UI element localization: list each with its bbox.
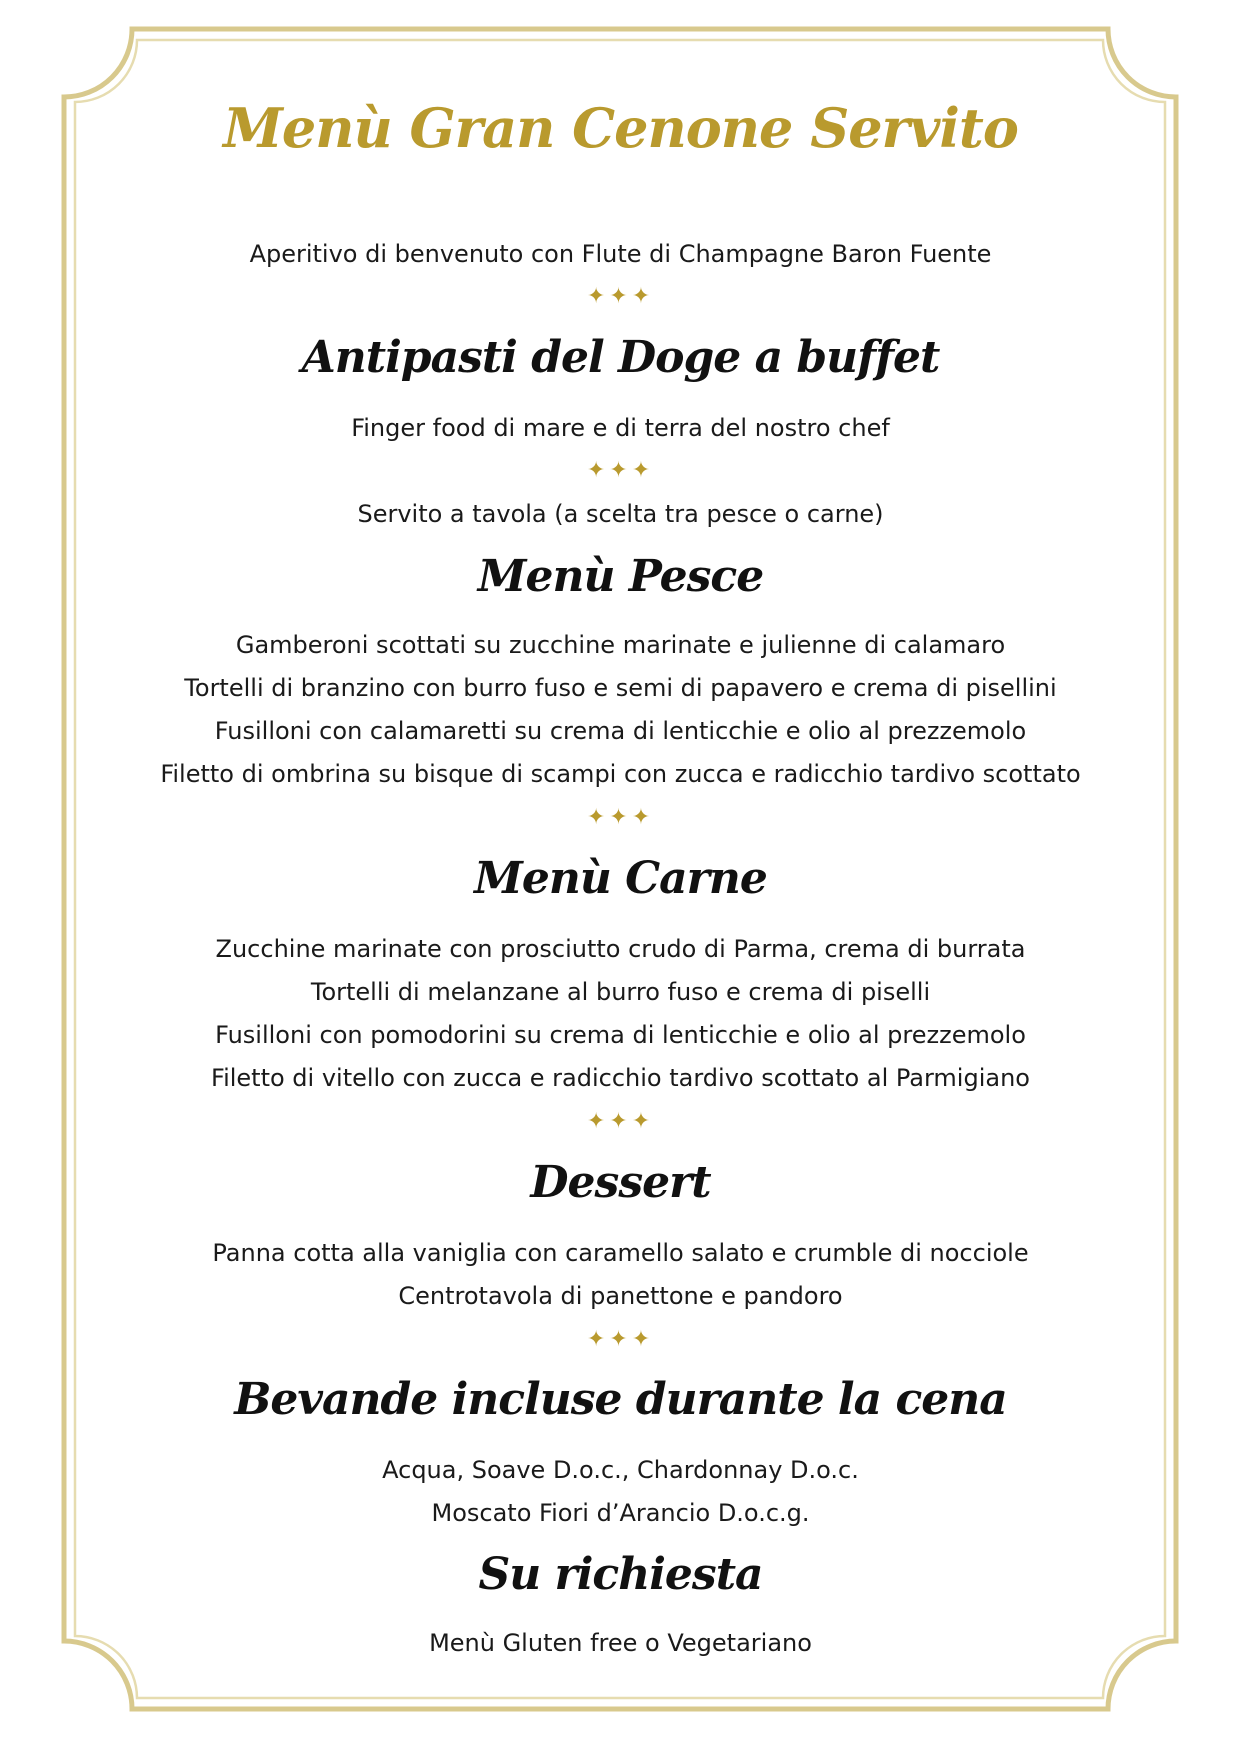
carne-item: Tortelli di melanzane al burro fuso e crema di piselli bbox=[310, 978, 931, 1006]
served-note: Servito a tavola (a scelta tra pesce o carne) bbox=[357, 500, 884, 528]
pesce-item: Gamberoni scottati su zucchine marinate e julienne di calamaro bbox=[235, 631, 1006, 659]
richiesta-heading: Su richiesta bbox=[478, 1549, 763, 1600]
pesce-heading: Menù Pesce bbox=[477, 551, 764, 602]
pesce-item: Fusilloni con calamaretti su crema di lenticchie e olio al prezzemolo bbox=[214, 717, 1027, 745]
carne-heading: Menù Carne bbox=[474, 853, 767, 904]
divider-stars: ✦✦✦ bbox=[586, 1327, 655, 1352]
divider-stars: ✦✦✦ bbox=[586, 458, 655, 483]
carne-item: Fusilloni con pomodorini su crema di lenticchie e olio al prezzemolo bbox=[215, 1021, 1026, 1049]
richiesta-line: Menù Gluten free o Vegetariano bbox=[429, 1629, 812, 1657]
divider-stars: ✦✦✦ bbox=[586, 805, 655, 830]
antipasti-line: Finger food di mare e di terra del nostro chef bbox=[351, 414, 890, 442]
carne-item: Zucchine marinate con prosciutto crudo di Parma, crema di burrata bbox=[215, 935, 1026, 963]
bevande-item: Moscato Fiori d’Arancio D.o.c.g. bbox=[431, 1499, 810, 1527]
pesce-item: Filetto di ombrina su bisque di scampi con zucca e radicchio tardivo scottato bbox=[160, 760, 1081, 788]
divider-stars: ✦✦✦ bbox=[586, 284, 655, 309]
dessert-heading: Dessert bbox=[530, 1157, 711, 1208]
carne-item: Filetto di vitello con zucca e radicchio tardivo scottato al Parmigiano bbox=[211, 1064, 1030, 1092]
welcome-aperitif: Aperitivo di benvenuto con Flute di Champagne Baron Fuente bbox=[249, 240, 992, 268]
menu-title: Menù Gran Cenone Servito bbox=[223, 96, 1018, 160]
antipasti-heading: Antipasti del Doge a buffet bbox=[301, 332, 940, 383]
bevande-item: Acqua, Soave D.o.c., Chardonnay D.o.c. bbox=[382, 1456, 859, 1484]
bevande-heading: Bevande incluse durante la cena bbox=[234, 1374, 1007, 1425]
divider-stars: ✦✦✦ bbox=[586, 1109, 655, 1134]
dessert-item: Centrotavola di panettone e pandoro bbox=[398, 1282, 843, 1310]
pesce-item: Tortelli di branzino con burro fuso e semi di papavero e crema di pisellini bbox=[184, 674, 1057, 702]
dessert-item: Panna cotta alla vaniglia con caramello salato e crumble di nocciole bbox=[212, 1239, 1029, 1267]
